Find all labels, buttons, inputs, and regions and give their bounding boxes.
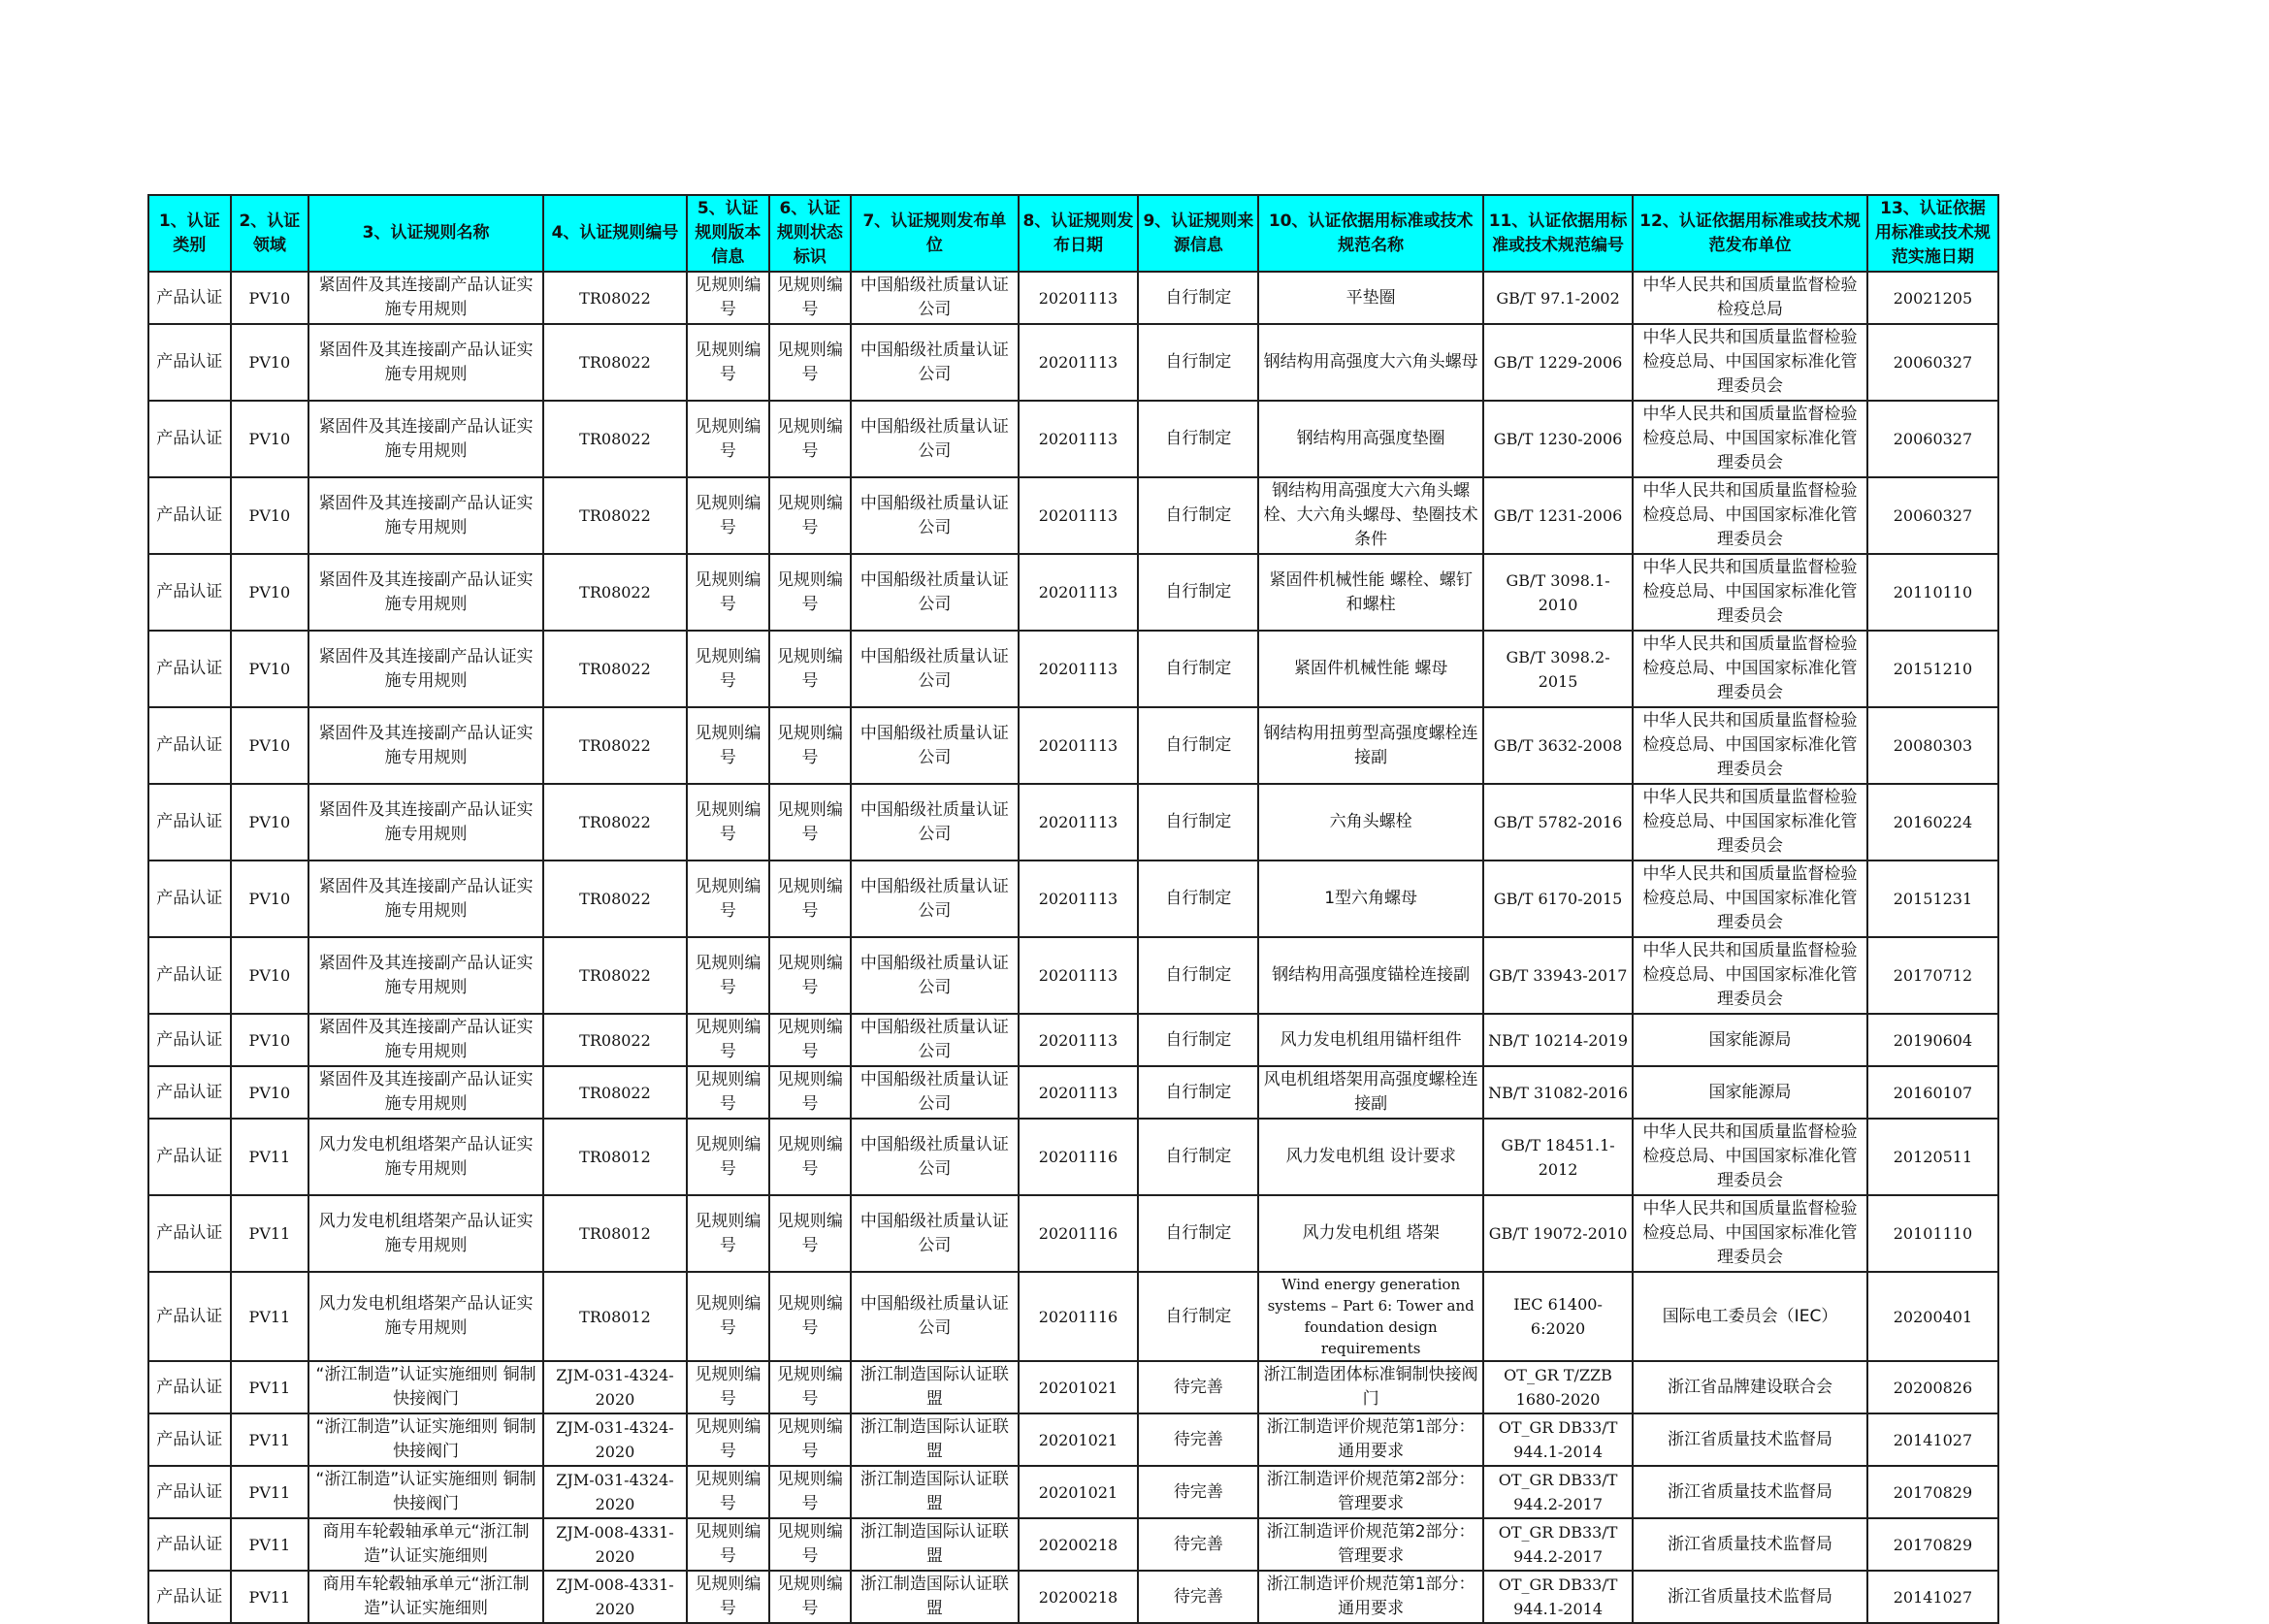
table-cell: 自行制定 — [1138, 272, 1258, 324]
table-cell: 20200401 — [1867, 1272, 1998, 1361]
table-cell: Wind energy generation systems – Part 6: Tower and foundation design requirements — [1258, 1272, 1483, 1361]
table-cell: 浙江省质量技术监督局 — [1633, 1413, 1867, 1466]
table-cell: 见规则编号 — [687, 554, 769, 631]
table-cell: PV11 — [231, 1413, 309, 1466]
table-cell: GB/T 33943-2017 — [1483, 937, 1633, 1014]
table-row — [148, 324, 1998, 401]
table-cell: 浙江制造团体标准铜制快接阀门 — [1258, 1361, 1483, 1413]
table-cell: 产品认证 — [148, 1413, 231, 1466]
table-row — [148, 1014, 1998, 1066]
table-cell: 待完善 — [1138, 1571, 1258, 1623]
table-cell: 见规则编号 — [687, 1272, 769, 1361]
table-cell: 见规则编号 — [769, 1413, 852, 1466]
table-cell: PV11 — [231, 1195, 309, 1272]
table-cell: 见规则编号 — [769, 784, 852, 861]
table-row — [148, 1195, 1998, 1272]
table-cell: 见规则编号 — [687, 1195, 769, 1272]
table-cell: 20201116 — [1019, 1119, 1139, 1195]
table-cell: 中国船级社质量认证公司 — [851, 937, 1018, 1014]
header-cell: 3、认证规则名称 — [308, 195, 543, 272]
table-cell: 自行制定 — [1138, 477, 1258, 554]
table-cell: 见规则编号 — [769, 401, 852, 477]
table-cell: 20201113 — [1019, 631, 1139, 707]
table-cell: 20141027 — [1867, 1413, 1998, 1466]
table-cell: 产品认证 — [148, 1466, 231, 1518]
table-cell: IEC 61400-6:2020 — [1483, 1272, 1633, 1361]
table-cell: 浙江制造国际认证联盟 — [851, 1413, 1018, 1466]
table-cell: 20060327 — [1867, 477, 1998, 554]
table-cell: 紧固件及其连接副产品认证实施专用规则 — [308, 861, 543, 937]
table-cell: 中国船级社质量认证公司 — [851, 477, 1018, 554]
table-cell: 浙江制造国际认证联盟 — [851, 1466, 1018, 1518]
table-cell: 风力发电机组用锚杆组件 — [1258, 1014, 1483, 1066]
table-cell: 中华人民共和国质量监督检验检疫总局、中国国家标准化管理委员会 — [1633, 937, 1867, 1014]
table-cell: OT_GR DB33/T 944.1-2014 — [1483, 1571, 1633, 1623]
table-body — [148, 272, 1998, 1623]
table-cell: OT_GR DB33/T 944.2-2017 — [1483, 1466, 1633, 1518]
table-cell: 20201113 — [1019, 784, 1139, 861]
table-cell: 待完善 — [1138, 1518, 1258, 1571]
table-cell: 中国船级社质量认证公司 — [851, 861, 1018, 937]
table-cell: 紧固件及其连接副产品认证实施专用规则 — [308, 272, 543, 324]
table-cell: 产品认证 — [148, 1272, 231, 1361]
table-cell: 中华人民共和国质量监督检验检疫总局、中国国家标准化管理委员会 — [1633, 401, 1867, 477]
table-cell: PV10 — [231, 324, 309, 401]
table-cell: 见规则编号 — [687, 1571, 769, 1623]
table-cell: ZJM-008-4331-2020 — [543, 1571, 687, 1623]
table-cell: 自行制定 — [1138, 401, 1258, 477]
table-cell: 20201113 — [1019, 707, 1139, 784]
table-cell: 20021205 — [1867, 272, 1998, 324]
table-cell: 国际电工委员会（IEC） — [1633, 1272, 1867, 1361]
table-cell: TR08022 — [543, 861, 687, 937]
table-cell: 中国船级社质量认证公司 — [851, 1195, 1018, 1272]
table-cell: 20201116 — [1019, 1195, 1139, 1272]
table-cell: 见规则编号 — [687, 631, 769, 707]
table-cell: ZJM-031-4324-2020 — [543, 1413, 687, 1466]
table-cell: 钢结构用扭剪型高强度螺栓连接副 — [1258, 707, 1483, 784]
header-cell: 4、认证规则编号 — [543, 195, 687, 272]
table-cell: 20151210 — [1867, 631, 1998, 707]
header-cell: 2、认证领域 — [231, 195, 309, 272]
table-cell: 见规则编号 — [687, 784, 769, 861]
table-cell: 中华人民共和国质量监督检验检疫总局、中国国家标准化管理委员会 — [1633, 707, 1867, 784]
table-cell: 平垫圈 — [1258, 272, 1483, 324]
table-row — [148, 784, 1998, 861]
table-cell: 紧固件及其连接副产品认证实施专用规则 — [308, 477, 543, 554]
table-cell: 20201113 — [1019, 324, 1139, 401]
table-cell: 紧固件机械性能 螺栓、螺钉和螺柱 — [1258, 554, 1483, 631]
table-cell: 浙江制造国际认证联盟 — [851, 1518, 1018, 1571]
table-cell: 中国船级社质量认证公司 — [851, 1066, 1018, 1119]
table-cell: 20201113 — [1019, 937, 1139, 1014]
header-cell: 13、认证依据用标准或技术规范实施日期 — [1867, 195, 1998, 272]
table-cell: 20141027 — [1867, 1571, 1998, 1623]
table-cell: TR08022 — [543, 401, 687, 477]
header-row — [148, 195, 1998, 272]
table-cell: 20170829 — [1867, 1518, 1998, 1571]
table-row — [148, 272, 1998, 324]
table-cell: 浙江制造评价规范第2部分：管理要求 — [1258, 1466, 1483, 1518]
table-cell: TR08022 — [543, 707, 687, 784]
table-cell: PV10 — [231, 477, 309, 554]
table-cell: 20201021 — [1019, 1413, 1139, 1466]
table-cell: 20201113 — [1019, 272, 1139, 324]
table-cell: 风力发电机组塔架产品认证实施专用规则 — [308, 1195, 543, 1272]
table-cell: GB/T 97.1-2002 — [1483, 272, 1633, 324]
table-cell: 见规则编号 — [769, 1195, 852, 1272]
table-cell: GB/T 3098.2-2015 — [1483, 631, 1633, 707]
table-cell: 浙江制造国际认证联盟 — [851, 1571, 1018, 1623]
table-cell: 20060327 — [1867, 324, 1998, 401]
table-cell: 见规则编号 — [687, 1518, 769, 1571]
table-cell: 20120511 — [1867, 1119, 1998, 1195]
table-cell: 见规则编号 — [769, 324, 852, 401]
table-cell: 紧固件及其连接副产品认证实施专用规则 — [308, 784, 543, 861]
table-cell: 风力发电机组塔架产品认证实施专用规则 — [308, 1119, 543, 1195]
table-cell: OT_GR DB33/T 944.2-2017 — [1483, 1518, 1633, 1571]
table-cell: 见规则编号 — [769, 554, 852, 631]
table-cell: 20201113 — [1019, 1014, 1139, 1066]
table-cell: 待完善 — [1138, 1466, 1258, 1518]
table-cell: PV10 — [231, 1014, 309, 1066]
table-cell: 浙江制造评价规范第1部分：通用要求 — [1258, 1413, 1483, 1466]
table-row — [148, 1361, 1998, 1413]
table-cell: 产品认证 — [148, 1195, 231, 1272]
table-cell: 20201113 — [1019, 1066, 1139, 1119]
table-cell: 20201116 — [1019, 1272, 1139, 1361]
table-cell: “浙江制造”认证实施细则 铜制快接阀门 — [308, 1361, 543, 1413]
table-cell: OT_GR DB33/T 944.1-2014 — [1483, 1413, 1633, 1466]
table-cell: 见规则编号 — [687, 477, 769, 554]
table-cell: 中国船级社质量认证公司 — [851, 1119, 1018, 1195]
table-cell: 20101110 — [1867, 1195, 1998, 1272]
table-cell: 自行制定 — [1138, 1272, 1258, 1361]
table-row — [148, 1119, 1998, 1195]
table-cell: PV10 — [231, 707, 309, 784]
table-cell: 紧固件及其连接副产品认证实施专用规则 — [308, 631, 543, 707]
table-cell: GB/T 1231-2006 — [1483, 477, 1633, 554]
table-cell: 20190604 — [1867, 1014, 1998, 1066]
table-cell: GB/T 1229-2006 — [1483, 324, 1633, 401]
table-cell: 见规则编号 — [687, 1413, 769, 1466]
table-cell: 自行制定 — [1138, 707, 1258, 784]
table-row — [148, 861, 1998, 937]
table-cell: 自行制定 — [1138, 937, 1258, 1014]
table-cell: OT_GR T/ZZB 1680-2020 — [1483, 1361, 1633, 1413]
table-cell: 见规则编号 — [769, 861, 852, 937]
table-cell: 紧固件及其连接副产品认证实施专用规则 — [308, 707, 543, 784]
table-cell: GB/T 5782-2016 — [1483, 784, 1633, 861]
table-row — [148, 1066, 1998, 1119]
table-cell: 产品认证 — [148, 1014, 231, 1066]
table-cell: “浙江制造”认证实施细则 铜制快接阀门 — [308, 1466, 543, 1518]
table-cell: PV10 — [231, 401, 309, 477]
table-cell: 20110110 — [1867, 554, 1998, 631]
table-cell: 自行制定 — [1138, 784, 1258, 861]
table-cell: 自行制定 — [1138, 324, 1258, 401]
table-cell: 20200218 — [1019, 1518, 1139, 1571]
table-cell: PV10 — [231, 631, 309, 707]
table-cell: 见规则编号 — [769, 1119, 852, 1195]
table-cell: 钢结构用高强度垫圈 — [1258, 401, 1483, 477]
table-cell: 见规则编号 — [687, 401, 769, 477]
table-cell: 见规则编号 — [687, 1466, 769, 1518]
table-cell: 产品认证 — [148, 1518, 231, 1571]
table-cell: 商用车轮毂轴承单元“浙江制造”认证实施细则 — [308, 1571, 543, 1623]
table-cell: 见规则编号 — [769, 1518, 852, 1571]
table-cell: TR08022 — [543, 631, 687, 707]
table-cell: PV11 — [231, 1466, 309, 1518]
table-cell: 中国船级社质量认证公司 — [851, 707, 1018, 784]
table-cell: 自行制定 — [1138, 1195, 1258, 1272]
table-cell: 产品认证 — [148, 477, 231, 554]
table-cell: 见规则编号 — [769, 1466, 852, 1518]
header-cell: 10、认证依据用标准或技术规范名称 — [1258, 195, 1483, 272]
table-cell: 产品认证 — [148, 1361, 231, 1413]
table-row — [148, 1571, 1998, 1623]
table-cell: TR08012 — [543, 1195, 687, 1272]
table-cell: 见规则编号 — [687, 937, 769, 1014]
table-cell: 中华人民共和国质量监督检验检疫总局、中国国家标准化管理委员会 — [1633, 1195, 1867, 1272]
table-cell: PV11 — [231, 1518, 309, 1571]
table-cell: 六角头螺栓 — [1258, 784, 1483, 861]
table-cell: GB/T 3632-2008 — [1483, 707, 1633, 784]
table-cell: 自行制定 — [1138, 1066, 1258, 1119]
table-cell: TR08012 — [543, 1119, 687, 1195]
table-cell: 中国船级社质量认证公司 — [851, 324, 1018, 401]
table-cell: 待完善 — [1138, 1413, 1258, 1466]
table-cell: PV10 — [231, 1066, 309, 1119]
table-cell: TR08022 — [543, 477, 687, 554]
table-cell: 商用车轮毂轴承单元“浙江制造”认证实施细则 — [308, 1518, 543, 1571]
table-cell: TR08012 — [543, 1272, 687, 1361]
table-cell: 20060327 — [1867, 401, 1998, 477]
table-cell: 产品认证 — [148, 1066, 231, 1119]
table-cell: 产品认证 — [148, 631, 231, 707]
table-cell: 国家能源局 — [1633, 1014, 1867, 1066]
table-cell: 中华人民共和国质量监督检验检疫总局、中国国家标准化管理委员会 — [1633, 1119, 1867, 1195]
table-cell: 见规则编号 — [769, 707, 852, 784]
table-row — [148, 1518, 1998, 1571]
table-cell: 产品认证 — [148, 861, 231, 937]
table-cell: 中国船级社质量认证公司 — [851, 401, 1018, 477]
table-cell: 20151231 — [1867, 861, 1998, 937]
table-cell: 20201113 — [1019, 861, 1139, 937]
table-cell: 见规则编号 — [769, 1272, 852, 1361]
table-cell: 中国船级社质量认证公司 — [851, 554, 1018, 631]
table-cell: 见规则编号 — [687, 1361, 769, 1413]
table-cell: TR08022 — [543, 272, 687, 324]
table-cell: 紧固件及其连接副产品认证实施专用规则 — [308, 554, 543, 631]
table-cell: 见规则编号 — [687, 707, 769, 784]
header-cell: 1、认证类别 — [148, 195, 231, 272]
table-cell: 中华人民共和国质量监督检验检疫总局、中国国家标准化管理委员会 — [1633, 861, 1867, 937]
header-cell: 6、认证规则状态标识 — [769, 195, 852, 272]
table-cell: PV10 — [231, 554, 309, 631]
table-cell: PV10 — [231, 272, 309, 324]
table-cell: 见规则编号 — [769, 1014, 852, 1066]
header-cell: 12、认证依据用标准或技术规范发布单位 — [1633, 195, 1867, 272]
table-cell: 产品认证 — [148, 784, 231, 861]
table-cell: 见规则编号 — [687, 1014, 769, 1066]
table-cell: 自行制定 — [1138, 554, 1258, 631]
header-cell: 7、认证规则发布单位 — [851, 195, 1018, 272]
table-cell: “浙江制造”认证实施细则 铜制快接阀门 — [308, 1413, 543, 1466]
table-cell: 见规则编号 — [769, 477, 852, 554]
table-row — [148, 554, 1998, 631]
table-cell: 紧固件及其连接副产品认证实施专用规则 — [308, 1066, 543, 1119]
table-cell: ZJM-031-4324-2020 — [543, 1361, 687, 1413]
table-cell: 20200218 — [1019, 1571, 1139, 1623]
table-cell: PV11 — [231, 1361, 309, 1413]
table-cell: 见规则编号 — [769, 631, 852, 707]
table-cell: 紧固件机械性能 螺母 — [1258, 631, 1483, 707]
certification-rules-table — [147, 194, 1999, 1624]
table-cell: 自行制定 — [1138, 861, 1258, 937]
table-cell: 见规则编号 — [687, 861, 769, 937]
table-cell: 20201113 — [1019, 554, 1139, 631]
table-cell: ZJM-008-4331-2020 — [543, 1518, 687, 1571]
table-cell: 中华人民共和国质量监督检验检疫总局 — [1633, 272, 1867, 324]
table-cell: 20201021 — [1019, 1466, 1139, 1518]
table-cell: TR08022 — [543, 784, 687, 861]
table-cell: 产品认证 — [148, 937, 231, 1014]
table-row — [148, 477, 1998, 554]
table-cell: 产品认证 — [148, 1571, 231, 1623]
table-cell: 国家能源局 — [1633, 1066, 1867, 1119]
table-cell: 产品认证 — [148, 272, 231, 324]
table-cell: 自行制定 — [1138, 1119, 1258, 1195]
table-cell: 20170829 — [1867, 1466, 1998, 1518]
table-cell: 20160107 — [1867, 1066, 1998, 1119]
table-cell: 中国船级社质量认证公司 — [851, 784, 1018, 861]
table-cell: TR08022 — [543, 324, 687, 401]
table-cell: 见规则编号 — [769, 1571, 852, 1623]
header-cell: 11、认证依据用标准或技术规范编号 — [1483, 195, 1633, 272]
table-cell: TR08022 — [543, 554, 687, 631]
table-cell: GB/T 19072-2010 — [1483, 1195, 1633, 1272]
header-cell: 8、认证规则发布日期 — [1019, 195, 1139, 272]
table-cell: PV10 — [231, 784, 309, 861]
table-row — [148, 401, 1998, 477]
table-cell: 产品认证 — [148, 554, 231, 631]
table-row — [148, 707, 1998, 784]
table-cell: 自行制定 — [1138, 1014, 1258, 1066]
table-cell: TR08022 — [543, 1066, 687, 1119]
table-cell: 中华人民共和国质量监督检验检疫总局、中国国家标准化管理委员会 — [1633, 324, 1867, 401]
table-cell: PV10 — [231, 861, 309, 937]
table-cell: 产品认证 — [148, 324, 231, 401]
table-cell: 见规则编号 — [687, 324, 769, 401]
table-cell: NB/T 10214-2019 — [1483, 1014, 1633, 1066]
table-cell: 产品认证 — [148, 707, 231, 784]
table-cell: GB/T 18451.1-2012 — [1483, 1119, 1633, 1195]
table-cell: 紧固件及其连接副产品认证实施专用规则 — [308, 937, 543, 1014]
table-cell: 浙江制造评价规范第2部分：管理要求 — [1258, 1518, 1483, 1571]
table-cell: 钢结构用高强度大六角头螺栓、大六角头螺母、垫圈技术条件 — [1258, 477, 1483, 554]
table-cell: 见规则编号 — [687, 1066, 769, 1119]
table-cell: 见规则编号 — [769, 937, 852, 1014]
table-row — [148, 1466, 1998, 1518]
table-cell: 钢结构用高强度锚栓连接副 — [1258, 937, 1483, 1014]
table-cell: 中华人民共和国质量监督检验检疫总局、中国国家标准化管理委员会 — [1633, 554, 1867, 631]
table-cell: GB/T 6170-2015 — [1483, 861, 1633, 937]
table-cell: 20201021 — [1019, 1361, 1139, 1413]
table-cell: 见规则编号 — [687, 272, 769, 324]
table-row — [148, 631, 1998, 707]
table-cell: 风电机组塔架用高强度螺栓连接副 — [1258, 1066, 1483, 1119]
table-cell: 产品认证 — [148, 401, 231, 477]
table-cell: 1型六角螺母 — [1258, 861, 1483, 937]
table-cell: 中国船级社质量认证公司 — [851, 272, 1018, 324]
table-cell: TR08022 — [543, 1014, 687, 1066]
table-cell: 中国船级社质量认证公司 — [851, 1014, 1018, 1066]
table-cell: 中国船级社质量认证公司 — [851, 1272, 1018, 1361]
table-cell: 浙江省质量技术监督局 — [1633, 1571, 1867, 1623]
table-cell: 钢结构用高强度大六角头螺母 — [1258, 324, 1483, 401]
table-cell: ZJM-031-4324-2020 — [543, 1466, 687, 1518]
table-cell: GB/T 3098.1-2010 — [1483, 554, 1633, 631]
table-cell: 见规则编号 — [769, 1066, 852, 1119]
table-cell: 中华人民共和国质量监督检验检疫总局、中国国家标准化管理委员会 — [1633, 477, 1867, 554]
table-cell: 中华人民共和国质量监督检验检疫总局、中国国家标准化管理委员会 — [1633, 784, 1867, 861]
table-cell: 浙江制造评价规范第1部分：通用要求 — [1258, 1571, 1483, 1623]
table-cell: 见规则编号 — [769, 272, 852, 324]
header-cell: 5、认证规则版本信息 — [687, 195, 769, 272]
table-cell: TR08022 — [543, 937, 687, 1014]
table-cell: 自行制定 — [1138, 631, 1258, 707]
table-row — [148, 1413, 1998, 1466]
table-cell: 浙江省质量技术监督局 — [1633, 1518, 1867, 1571]
table-cell: 20080303 — [1867, 707, 1998, 784]
table-cell: 紧固件及其连接副产品认证实施专用规则 — [308, 324, 543, 401]
table-cell: 待完善 — [1138, 1361, 1258, 1413]
table-cell: 见规则编号 — [687, 1119, 769, 1195]
table-row — [148, 1272, 1998, 1361]
table-cell: 中华人民共和国质量监督检验检疫总局、中国国家标准化管理委员会 — [1633, 631, 1867, 707]
table-cell: 见规则编号 — [769, 1361, 852, 1413]
table-cell: 风力发电机组 设计要求 — [1258, 1119, 1483, 1195]
table-cell: 风力发电机组 塔架 — [1258, 1195, 1483, 1272]
table-cell: 20160224 — [1867, 784, 1998, 861]
table-cell: 中国船级社质量认证公司 — [851, 631, 1018, 707]
table-cell: 浙江省品牌建设联合会 — [1633, 1361, 1867, 1413]
table-row — [148, 937, 1998, 1014]
table-cell: 紧固件及其连接副产品认证实施专用规则 — [308, 401, 543, 477]
table-cell: 风力发电机组塔架产品认证实施专用规则 — [308, 1272, 543, 1361]
table-cell: PV10 — [231, 937, 309, 1014]
table-cell: 20201113 — [1019, 477, 1139, 554]
table-cell: PV11 — [231, 1119, 309, 1195]
table-cell: 浙江省质量技术监督局 — [1633, 1466, 1867, 1518]
table-cell: 产品认证 — [148, 1119, 231, 1195]
table-cell: NB/T 31082-2016 — [1483, 1066, 1633, 1119]
table-cell: 20201113 — [1019, 401, 1139, 477]
table-cell: 20200826 — [1867, 1361, 1998, 1413]
table-cell: 20170712 — [1867, 937, 1998, 1014]
table-cell: PV11 — [231, 1272, 309, 1361]
table-cell: GB/T 1230-2006 — [1483, 401, 1633, 477]
table-cell: 浙江制造国际认证联盟 — [851, 1361, 1018, 1413]
table-cell: 紧固件及其连接副产品认证实施专用规则 — [308, 1014, 543, 1066]
header-cell: 9、认证规则来源信息 — [1138, 195, 1258, 272]
table-cell: PV11 — [231, 1571, 309, 1623]
